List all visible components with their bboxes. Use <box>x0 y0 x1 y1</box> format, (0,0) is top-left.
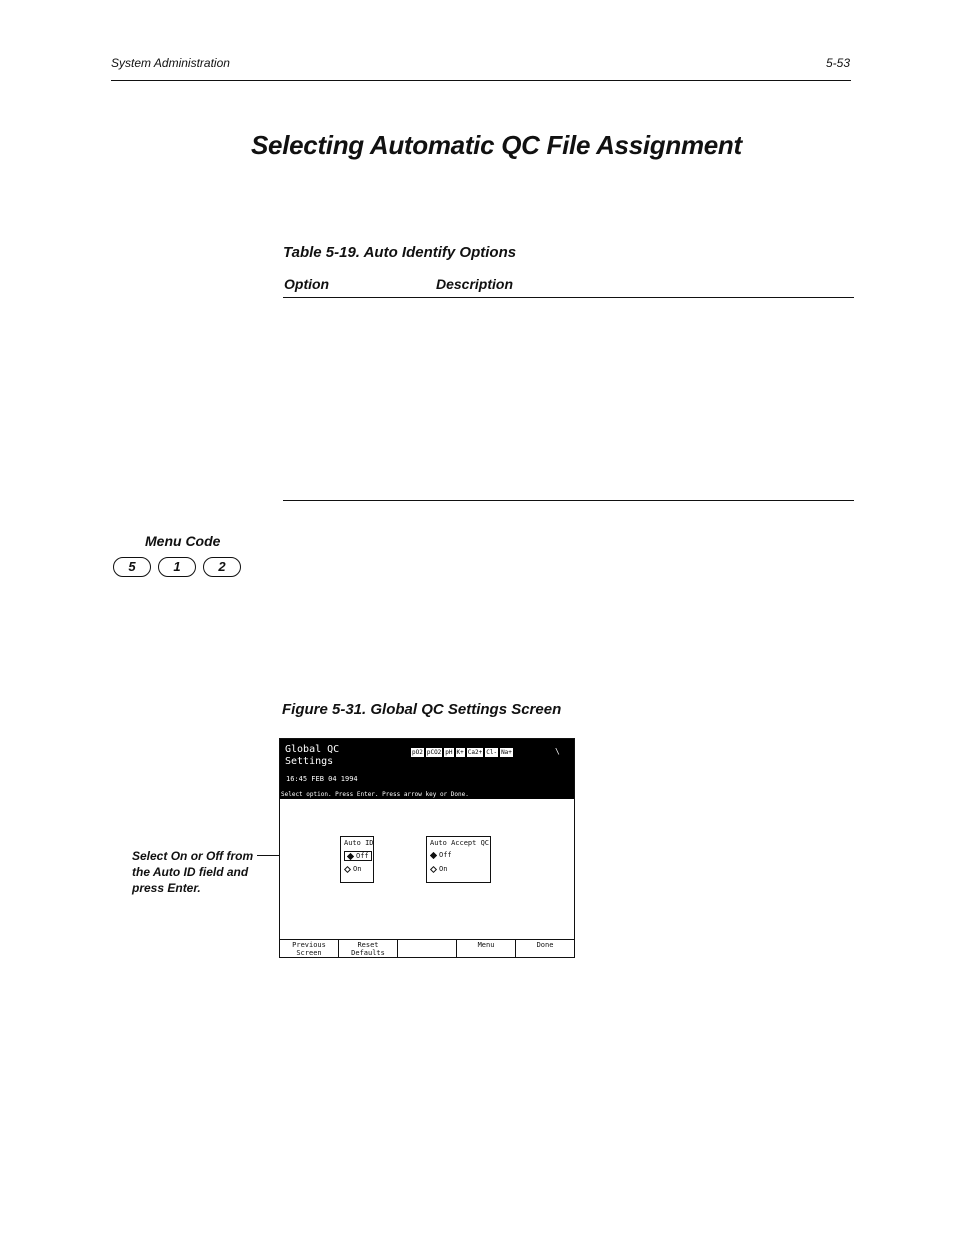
running-header-section: System Administration <box>111 56 230 70</box>
header-rule <box>111 80 851 81</box>
auto-id-group <box>340 836 374 883</box>
page-number: 5-53 <box>826 56 851 70</box>
corner-mark: \ <box>555 747 560 756</box>
auto-id-off-option[interactable] <box>344 851 372 861</box>
table-caption: Table 5-19. Auto Identify Options <box>283 244 517 261</box>
blank-softkey[interactable] <box>398 940 457 958</box>
done-button[interactable]: Done <box>536 941 554 949</box>
softkey-bar <box>280 939 574 958</box>
auto-accept-on-option[interactable] <box>430 865 447 873</box>
analyte-ph: pH <box>445 749 453 756</box>
analyte-ca: Ca2+ <box>467 749 483 756</box>
screen-header <box>280 739 574 792</box>
status-text: Select option. Press Enter. Press arrow key or Done. <box>281 791 469 798</box>
reset-defaults-button[interactable]: Reset Defaults <box>339 940 398 958</box>
table-bottom-rule <box>283 500 854 501</box>
analyte-po2: pO2 <box>412 749 423 756</box>
radio-empty-icon <box>430 865 437 872</box>
auto-accept-qc-title: Auto Accept QC <box>430 839 490 847</box>
menu-code-key: 2 <box>203 557 241 577</box>
menu-code-key: 1 <box>158 557 196 577</box>
status-bar <box>280 791 574 799</box>
menu-code-key: 5 <box>113 557 151 577</box>
analyte-cl: Cl- <box>486 749 498 756</box>
analyte-pco2: pCO2 <box>426 749 442 756</box>
device-screen <box>279 738 575 958</box>
radio-filled-icon <box>347 852 354 859</box>
analyte-na: Na+ <box>501 749 512 756</box>
auto-accept-off-option[interactable] <box>430 851 452 859</box>
table-top-rule <box>283 297 854 298</box>
screen-title: Global QC Settings <box>285 744 340 767</box>
figure-callout: Select On or Off from the Auto ID field and press Enter. <box>132 849 254 895</box>
analyte-indicators <box>411 748 513 757</box>
radio-empty-icon <box>344 865 351 872</box>
auto-id-on-label: On <box>353 865 362 873</box>
auto-accept-off-label: Off <box>439 851 452 859</box>
auto-id-on-option[interactable] <box>344 865 361 873</box>
menu-button[interactable]: Menu <box>457 940 516 958</box>
screen-datetime: 16:45 FEB 04 1994 <box>286 775 358 783</box>
auto-id-title: Auto ID <box>344 839 374 847</box>
menu-code-label: Menu Code <box>145 533 221 549</box>
radio-filled-icon <box>430 851 437 858</box>
auto-accept-on-label: On <box>439 865 448 873</box>
analyte-k: K+ <box>456 749 464 756</box>
page-title: Selecting Automatic QC File Assignment <box>251 130 742 160</box>
previous-screen-button[interactable]: Previous Screen <box>280 940 339 958</box>
table-header-option: Option <box>284 276 330 292</box>
figure-caption: Figure 5-31. Global QC Settings Screen <box>282 701 562 718</box>
auto-id-off-label: Off <box>356 852 369 860</box>
auto-accept-qc-group <box>426 836 491 883</box>
table-header-description: Description <box>436 276 514 292</box>
